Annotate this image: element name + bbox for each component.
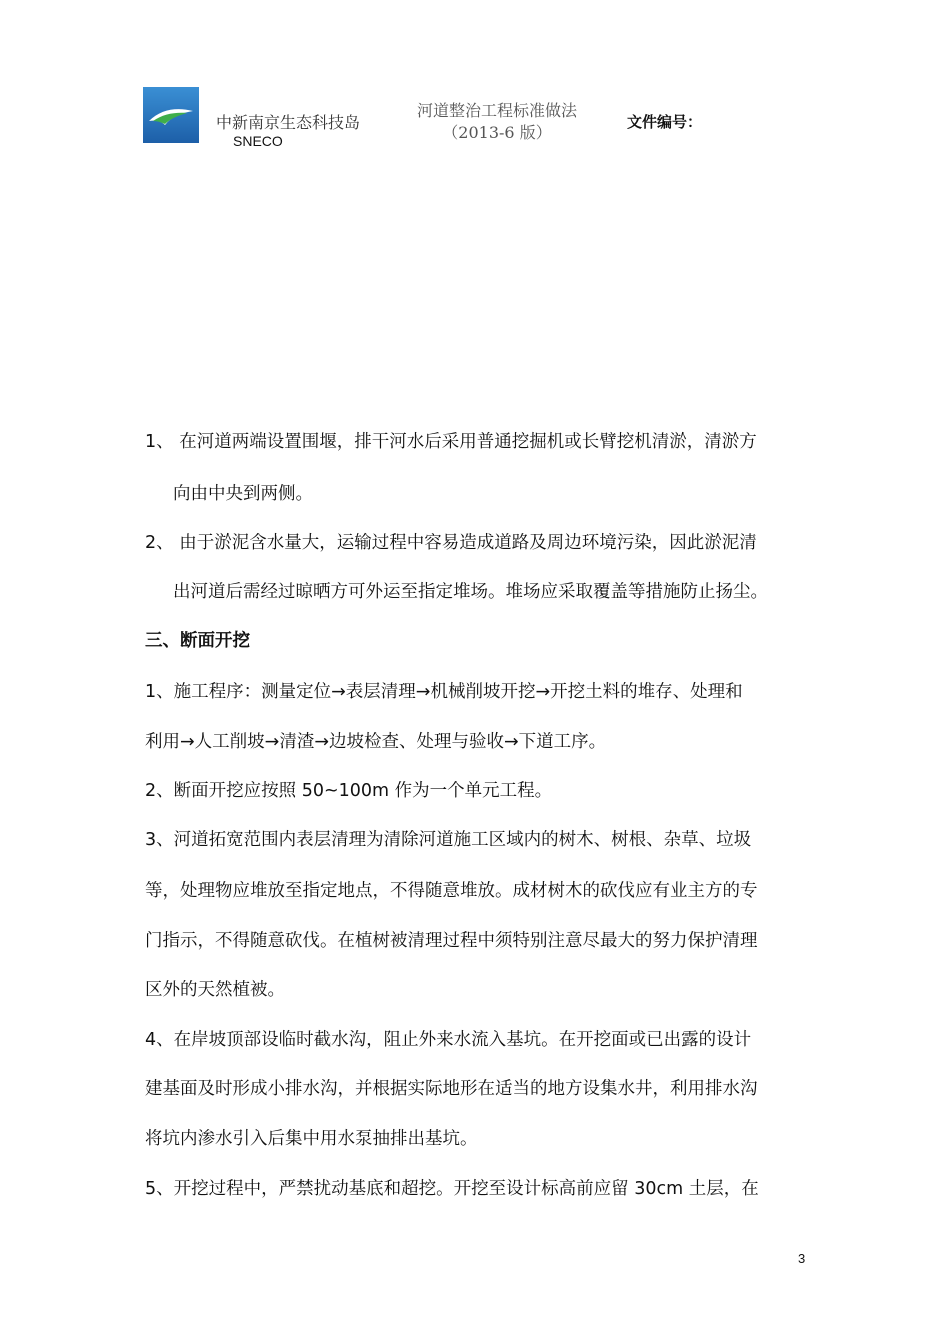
body-line: 5、开挖过程中，严禁扰动基底和超挖。开挖至设计标高前应留 30cm 土层，在 [145,1179,759,1199]
body-line: 4、在岸坡顶部设临时截水沟，阻止外来水流入基坑。在开挖面或已出露的设计 [145,1030,752,1050]
org-name-en: SNECO [233,133,283,149]
body-line: 等，处理物应堆放至指定地点，不得随意堆放。成材树木的砍伐应有业主方的专 [145,881,758,901]
document-title-line1: 河道整治工程标准做法 [416,101,577,120]
document-title [410,100,584,144]
body-line: 3、河道拓宽范围内表层清理为清除河道施工区域内的树木、树根、杂草、垃圾 [145,830,752,850]
page-number: 3 [798,1251,806,1266]
body-line: 区外的天然植被。 [145,980,285,1000]
file-number-label: 文件编号： [627,113,703,131]
body-line: 利用→人工削坡→清渣→边坡检查、处理与验收→下道工序。 [145,732,607,752]
body-line: 1、施工程序：测量定位→表层清理→机械削坡开挖→开挖土料的堆存、处理和 [145,682,743,702]
body-line: 将坑内渗水引入后集中用水泵抽排出基坑。 [145,1129,478,1149]
body-line: 门指示，不得随意砍伐。在植树被清理过程中须特别注意尽最大的努力保护清理 [145,931,758,951]
section-heading: 三、断面开挖 [145,631,250,651]
body-line: 2、断面开挖应按照 50~100m 作为一个单元工程。 [145,781,553,801]
body-line: 1、 在河道两端设置围堰，排干河水后采用普通挖掘机或长臂挖机清淤，清淤方 [145,432,757,452]
sneco-logo [143,87,199,143]
body-line: 2、 由于淤泥含水量大，运输过程中容易造成道路及周边环境污染，因此淤泥清 [145,533,757,553]
body-line: 建基面及时形成小排水沟，并根据实际地形在适当的地方设集水井，利用排水沟 [145,1079,758,1099]
org-name-cn: 中新南京生态科技岛 [216,113,361,132]
body-line: 出河道后需经过晾晒方可外运至指定堆场。堆场应采取覆盖等措施防止扬尘。 [173,582,768,602]
body-line: 向由中央到两侧。 [173,484,313,504]
document-title-line2: （2013-6 版） [442,123,552,142]
